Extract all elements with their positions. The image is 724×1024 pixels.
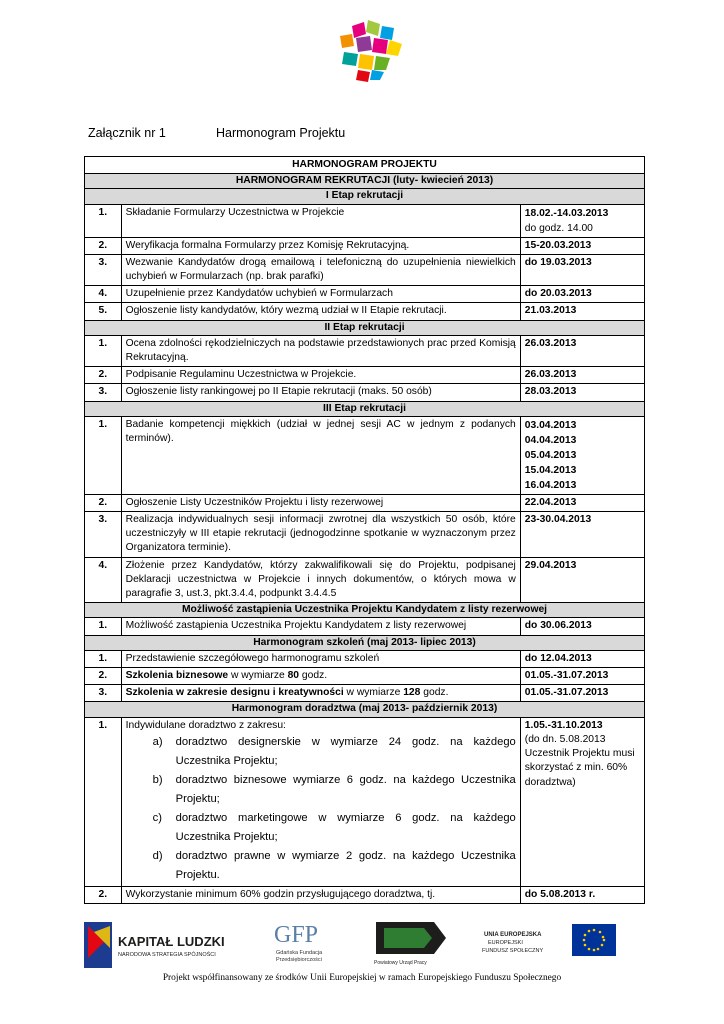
pup-logo — [374, 922, 446, 966]
date-option: 03.04.2013 — [524, 419, 577, 431]
document-title: Harmonogram Projektu — [216, 126, 346, 140]
row-number: 2. — [85, 367, 122, 384]
row-date: 21.03.2013 — [520, 303, 644, 320]
table-row — [85, 286, 645, 303]
kapital-ludzki-logo — [84, 922, 225, 968]
text-fragment: godz. — [299, 670, 328, 682]
advisory-title: Harmonogram doradztwa (maj 2013- październik 2013) — [85, 702, 645, 717]
row-number: 3. — [85, 384, 122, 401]
date-option: 15.04.2013 — [524, 464, 577, 476]
training-hours: 128 — [403, 687, 421, 699]
date-range: 18.02.-14.03.2013 — [524, 207, 609, 219]
training-name: Szkolenia biznesowe — [125, 670, 229, 682]
row-date: 15-20.03.2013 — [520, 237, 644, 254]
recruitment-section-title: HARMONOGRAM REKRUTACJI (luty- kwiecień 2013) — [85, 174, 645, 189]
text-fragment: w wymiarze — [228, 670, 288, 682]
list-marker: d) — [152, 849, 163, 862]
schedule-table — [84, 156, 645, 904]
date-note: do godz. 14.00 — [524, 222, 593, 234]
row-description: Ogłoszenie listy kandydatów, który wezmą udział w II Etapie rekrutacji. — [121, 303, 520, 320]
row-number: 2. — [85, 886, 122, 903]
training-title: Harmonogram szkoleń (maj 2013- lipiec 2013) — [85, 635, 645, 650]
list-marker: b) — [152, 773, 163, 786]
kl-subtitle: NARODOWA STRATEGIA SPÓJNOŚCI — [118, 952, 216, 958]
eu-line-2: EUROPEJSKI — [488, 940, 523, 946]
list-item — [126, 847, 516, 885]
row-date: 26.03.2013 — [520, 335, 644, 366]
row-date: 22.04.2013 — [520, 494, 644, 511]
training-hours: 80 — [287, 670, 300, 682]
row-description: Ocena zdolności rękodzielniczych na podstawie przedstawionych prac przed Komisją Rekrutacyjną. — [121, 335, 520, 366]
table-row — [85, 668, 645, 685]
table-row — [85, 717, 645, 886]
training-name: Szkolenia w zakresie designu i kreatywności — [125, 687, 344, 699]
row-number: 1. — [85, 618, 122, 635]
stage3-title: III Etap rekrutacji — [85, 401, 645, 416]
row-number: 5. — [85, 303, 122, 320]
table-row — [85, 685, 645, 702]
row-number: 1. — [85, 650, 122, 667]
row-date: do 30.06.2013 — [520, 618, 644, 635]
row-description: Badanie kompetencji miękkich (udział w jednej sesji AC w jednym z podanych terminów). — [121, 416, 520, 494]
row-number: 2. — [85, 494, 122, 511]
row-description: Weryfikacja formalna Formularzy przez Komisję Rekrutacyjną. — [121, 237, 520, 254]
date-note: (do dn. 5.08.2013 Uczestnik Projektu musi skorzystać z min. 60% doradztwa) — [524, 733, 635, 788]
list-item — [126, 809, 516, 847]
text-fragment: godz. — [420, 687, 449, 699]
row-number: 2. — [85, 668, 122, 685]
list-item-text: doradztwo marketingowe w wymiarze 6 godz. na każdego Uczestnika Projektu; — [175, 811, 516, 843]
gfp-name-2: Przedsiębiorczości — [276, 957, 322, 963]
row-number: 4. — [85, 557, 122, 603]
table-row — [85, 335, 645, 366]
row-description: Uzupełnienie przez Kandydatów uchybień w Formularzach — [121, 286, 520, 303]
row-number: 1. — [85, 416, 122, 494]
row-number: 3. — [85, 254, 122, 285]
row-description — [121, 685, 520, 702]
row-number: 3. — [85, 685, 122, 702]
row-date: 28.03.2013 — [520, 384, 644, 401]
text-fragment: w wymiarze — [343, 687, 404, 699]
table-row — [85, 367, 645, 384]
table-row — [85, 254, 645, 285]
kl-title: KAPITAŁ LUDZKI — [118, 934, 225, 949]
eu-line-1: UNIA EUROPEJSKA — [484, 932, 542, 938]
list-item-text: doradztwo designerskie w wymiarze 24 godz. na każdego Uczestnika Projektu; — [175, 735, 516, 767]
replacement-title: Możliwość zastąpienia Uczestnika Projektu Kandydatem z listy rezerwowej — [85, 603, 645, 618]
row-description: Możliwość zastąpienia Uczestnika Projektu Kandydatem z listy rezerwowej — [121, 618, 520, 635]
gfp-name-1: Gdańska Fundacja — [276, 950, 323, 956]
row-description: Wykorzystanie minimum 60% godzin przysługującego doradztwa, tj. — [121, 886, 520, 903]
row-date: 29.04.2013 — [520, 557, 644, 603]
table-main-title: HARMONOGRAM PROJEKTU — [85, 157, 645, 174]
row-date: do 5.08.2013 r. — [520, 886, 644, 903]
row-date: do 12.04.2013 — [520, 650, 644, 667]
row-date: 23-30.04.2013 — [520, 512, 644, 558]
table-row — [85, 416, 645, 494]
row-number: 2. — [85, 237, 122, 254]
row-description: Podpisanie Regulaminu Uczestnictwa w Projekcie. — [121, 367, 520, 384]
row-date — [520, 204, 644, 237]
gfp-logo — [274, 922, 323, 963]
row-description: Realizacja indywidualnych sesji informacji zwrotnej dla wszystkich 50 osób, które uczestniczyły w III etapie rekrutacji (jednogodzinne spotkanie w wyznaczonym przez Organizatora terminie). — [121, 512, 520, 558]
date-option: 16.04.2013 — [524, 479, 577, 491]
date-range: 1.05.-31.10.2013 — [524, 719, 603, 731]
row-number: 3. — [85, 512, 122, 558]
table-row — [85, 204, 645, 237]
row-number: 1. — [85, 335, 122, 366]
row-description: Złożenie przez Kandydatów, którzy zakwalifikowali się do Projektu, podpisanej Deklaracji uczestnictwa w Projekcie i innych dokumentów, o których mowa w paragrafie 3, ust.3, pkt.3.4.4, podpunkt 3.4.4.5 — [121, 557, 520, 603]
row-date — [520, 717, 644, 886]
eu-logo — [482, 924, 616, 956]
footer-note: Projekt współfinansowany ze środków Unii Europejskiej w ramach Europejskiego Funduszu Społecznego — [162, 973, 562, 983]
table-row — [85, 237, 645, 254]
row-date: do 19.03.2013 — [520, 254, 644, 285]
pup-label: Powiatowy Urząd Pracy — [374, 960, 427, 966]
gfp-letters: GFP — [274, 922, 319, 948]
table-row — [85, 303, 645, 320]
date-option: 05.04.2013 — [524, 449, 577, 461]
row-description: Wezwanie Kandydatów drogą emailową i telefoniczną do uzupełnienia niewielkich uchybień w Formularzach (np. brak parafki) — [121, 254, 520, 285]
row-date: 01.05.-31.07.2013 — [520, 668, 644, 685]
row-description — [121, 717, 520, 886]
document-heading — [88, 126, 346, 140]
table-row — [85, 886, 645, 903]
advisory-intro: Indywidulane doradztwo z zakresu: — [125, 719, 286, 731]
row-number: 1. — [85, 717, 122, 886]
row-date: 26.03.2013 — [520, 367, 644, 384]
row-description: Ogłoszenie listy rankingowej po II Etapie rekrutacji (maks. 50 osób) — [121, 384, 520, 401]
list-item — [126, 733, 516, 771]
eu-line-3: FUNDUSZ SPOŁECZNY — [482, 948, 544, 954]
list-item-text: doradztwo biznesowe wymiarze 6 godz. na każdego Uczestnika Projektu; — [175, 773, 516, 805]
row-description: Składanie Formularzy Uczestnictwa w Projekcie — [121, 204, 520, 237]
advisory-list — [126, 733, 516, 885]
table-row — [85, 384, 645, 401]
list-item-text: doradztwo prawne w wymiarze 2 godz. na każdego Uczestnika Projektu. — [175, 849, 516, 881]
table-row — [85, 494, 645, 511]
table-row — [85, 650, 645, 667]
row-number: 1. — [85, 204, 122, 237]
row-date-list — [520, 416, 644, 494]
project-logo — [330, 20, 410, 82]
row-description — [121, 668, 520, 685]
list-item — [126, 771, 516, 809]
row-date: 01.05.-31.07.2013 — [520, 685, 644, 702]
row-description: Przedstawienie szczegółowego harmonogramu szkoleń — [121, 650, 520, 667]
list-marker: a) — [152, 735, 163, 748]
stage1-title: I Etap rekrutacji — [85, 189, 645, 204]
table-row — [85, 557, 645, 603]
row-number: 4. — [85, 286, 122, 303]
row-date: do 20.03.2013 — [520, 286, 644, 303]
list-marker: c) — [152, 811, 162, 824]
row-description: Ogłoszenie Listy Uczestników Projektu i listy rezerwowej — [121, 494, 520, 511]
table-row — [85, 512, 645, 558]
attachment-label: Załącznik nr 1 — [88, 126, 166, 140]
table-row — [85, 618, 645, 635]
stage2-title: II Etap rekrutacji — [85, 320, 645, 335]
date-option: 04.04.2013 — [524, 434, 577, 446]
footer-logos — [84, 912, 644, 972]
